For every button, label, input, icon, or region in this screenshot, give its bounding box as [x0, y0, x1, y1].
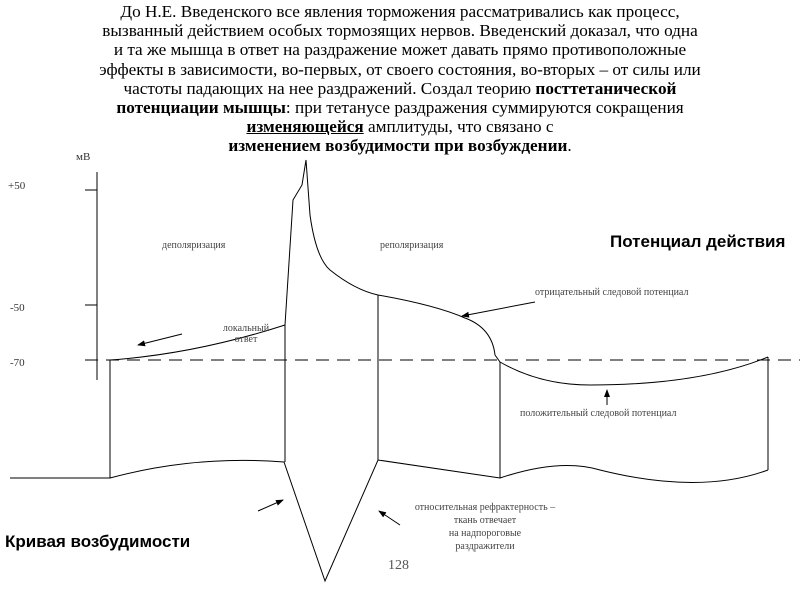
term-changing: изменяющейся: [246, 117, 364, 137]
term-potentiation: потенциации мышцы: [116, 98, 286, 118]
negative-trace-label: отрицательный следовой потенциал: [535, 287, 689, 298]
paragraph-line-2: вызванный действием особых тормозящих нервов. Введенский доказал, что одна: [102, 21, 698, 41]
action-potential-title: Потенциал действия: [610, 232, 786, 251]
refractory-line-2: ткань отвечает: [453, 515, 517, 526]
relative-refractory-label: [405, 501, 565, 553]
term-posttetanic: посттетанической: [535, 78, 677, 98]
action-potential-curve: [108, 160, 768, 385]
paragraph-line-5: частоты падающих на нее раздражений. Создал теорию: [123, 78, 536, 98]
local-response-line-1: локальный: [222, 323, 270, 334]
paragraph-line-7: амплитуды, что связано с: [363, 117, 554, 137]
repolarization-label: реполяризация: [380, 240, 444, 251]
depolarization-label: деполяризация: [162, 240, 226, 251]
local-response-label: [216, 323, 276, 345]
axis-unit-label: мВ: [76, 151, 91, 163]
paragraph-line-6: : при тетанусе раздражения суммируются сокращения: [285, 98, 684, 118]
positive-trace-label: положительный следовой потенциал: [520, 408, 677, 419]
refractory-line-4: раздражители: [455, 541, 515, 552]
paragraph-line-1: До Н.Е. Введенского все явления торможения рассматривались как процесс,: [120, 2, 680, 21]
tick-minus70-label: -70: [10, 357, 25, 369]
arrow-refractory-left: [258, 500, 283, 511]
tick-minus50-label: -50: [10, 302, 25, 314]
arrow-negative-trace: [462, 302, 535, 316]
refractory-line-3: на надпороговые: [448, 528, 522, 539]
tick-plus50-label: +50: [8, 180, 26, 192]
excitability-curve-title: Кривая возбудимости: [5, 532, 191, 551]
page-number: 128: [388, 558, 409, 573]
local-response-line-2: ответ: [234, 334, 258, 345]
paragraph-line-3: и та же мышца в ответ на раздражение может давать прямо противоположные: [113, 40, 687, 60]
term-excitability-change: изменением возбудимости при возбуждении: [228, 136, 568, 156]
refractory-line-1: относительная рефрактерность –: [414, 502, 556, 513]
arrow-refractory-right: [379, 511, 400, 525]
paragraph-line-8: .: [567, 136, 572, 156]
paragraph-line-4: эффекты в зависимости, во-первых, от своего состояния, во-вторых – от силы или: [99, 59, 701, 79]
arrow-local-response: [138, 334, 182, 345]
